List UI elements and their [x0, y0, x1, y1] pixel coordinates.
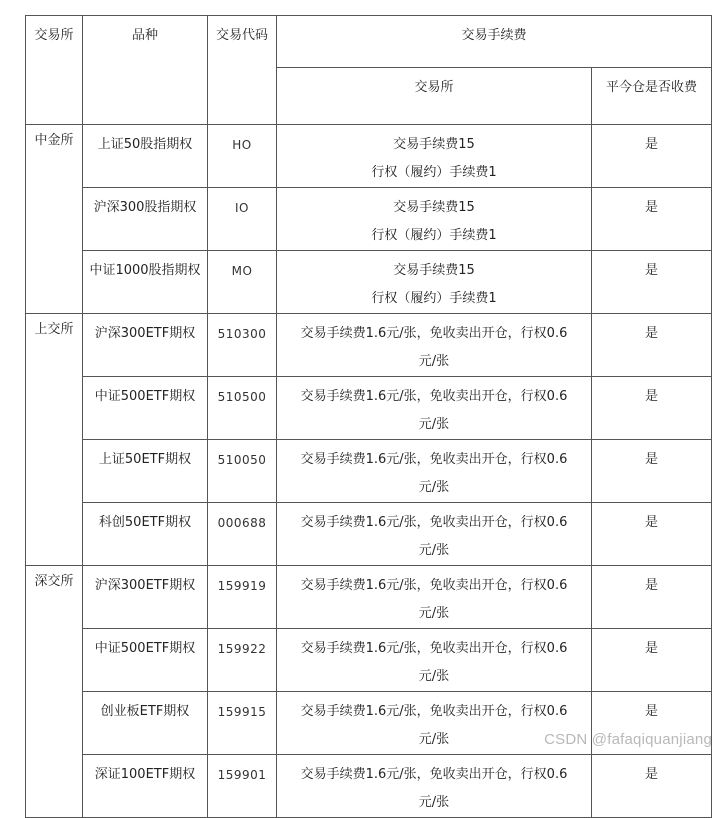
code-cell: 159922	[208, 629, 277, 692]
table-row	[26, 566, 712, 629]
fee-line-1: 交易手续费1.6元/张，免收卖出开仓，行权0.6	[300, 767, 568, 782]
product-cell: 科创50ETF期权	[83, 503, 208, 566]
fee-line-1: 交易手续费1.6元/张，免收卖出开仓，行权0.6	[300, 389, 568, 404]
fee-cell	[277, 629, 592, 692]
code-cell: 159919	[208, 566, 277, 629]
fee-line-1: 交易手续费1.6元/张，免收卖出开仓，行权0.6	[300, 326, 568, 341]
product-cell: 上证50股指期权	[83, 125, 208, 188]
fee-line-2: 元/张	[418, 480, 450, 495]
fee-line-1: 交易手续费15	[393, 263, 475, 278]
product-cell: 创业板ETF期权	[83, 692, 208, 755]
product-cell: 深证100ETF期权	[83, 755, 208, 818]
fee-table	[25, 15, 712, 818]
close-today-cell: 是	[592, 755, 712, 818]
fee-line-2: 元/张	[418, 543, 450, 558]
code-cell: 510300	[208, 314, 277, 377]
product-cell: 沪深300ETF期权	[83, 566, 208, 629]
exchange-cell: 中金所	[26, 125, 83, 314]
code-cell: 510050	[208, 440, 277, 503]
fee-line-1: 交易手续费1.6元/张，免收卖出开仓，行权0.6	[300, 704, 568, 719]
fee-cell	[277, 314, 592, 377]
close-today-cell: 是	[592, 692, 712, 755]
table-row	[26, 440, 712, 503]
product-cell: 中证500ETF期权	[83, 377, 208, 440]
table-row	[26, 125, 712, 188]
product-cell: 中证500ETF期权	[83, 629, 208, 692]
fee-cell	[277, 755, 592, 818]
fee-cell	[277, 503, 592, 566]
header-fee-group: 交易手续费	[277, 16, 712, 68]
table-row	[26, 314, 712, 377]
fee-line-1: 交易手续费15	[393, 200, 475, 215]
header-code: 交易代码	[208, 16, 277, 125]
header-product: 品种	[83, 16, 208, 125]
code-cell: IO	[208, 188, 277, 251]
table-row	[26, 755, 712, 818]
code-cell: MO	[208, 251, 277, 314]
fee-cell	[277, 566, 592, 629]
close-today-cell: 是	[592, 440, 712, 503]
close-today-cell: 是	[592, 503, 712, 566]
close-today-cell: 是	[592, 125, 712, 188]
fee-line-2: 元/张	[418, 669, 450, 684]
product-cell: 沪深300股指期权	[83, 188, 208, 251]
fee-line-1: 交易手续费1.6元/张，免收卖出开仓，行权0.6	[300, 515, 568, 530]
close-today-cell: 是	[592, 188, 712, 251]
fee-cell	[277, 251, 592, 314]
fee-line-1: 交易手续费1.6元/张，免收卖出开仓，行权0.6	[300, 452, 568, 467]
code-cell: 159915	[208, 692, 277, 755]
fee-line-2: 行权（履约）手续费1	[371, 291, 497, 306]
fee-line-2: 元/张	[418, 417, 450, 432]
product-cell: 沪深300ETF期权	[83, 314, 208, 377]
fee-cell	[277, 440, 592, 503]
watermark: CSDN @fafaqiquanjiang	[544, 731, 712, 748]
fee-cell	[277, 377, 592, 440]
exchange-cell: 上交所	[26, 314, 83, 566]
close-today-cell: 是	[592, 377, 712, 440]
header-close-today: 平今仓是否收费	[592, 68, 712, 125]
fee-cell	[277, 188, 592, 251]
product-cell: 中证1000股指期权	[83, 251, 208, 314]
close-today-cell: 是	[592, 251, 712, 314]
code-cell: 159901	[208, 755, 277, 818]
code-cell: 000688	[208, 503, 277, 566]
code-cell: HO	[208, 125, 277, 188]
close-today-cell: 是	[592, 566, 712, 629]
table-row	[26, 377, 712, 440]
header-fee-exchange: 交易所	[277, 68, 592, 125]
header-row	[26, 16, 712, 68]
fee-line-1: 交易手续费1.6元/张，免收卖出开仓，行权0.6	[300, 641, 568, 656]
fee-line-2: 元/张	[418, 795, 450, 810]
fee-line-2: 元/张	[418, 732, 450, 747]
fee-line-2: 行权（履约）手续费1	[371, 165, 497, 180]
fee-line-2: 元/张	[418, 606, 450, 621]
fee-line-1: 交易手续费15	[393, 137, 475, 152]
header-exchange: 交易所	[26, 16, 83, 125]
table-row	[26, 629, 712, 692]
table-row	[26, 251, 712, 314]
fee-line-2: 元/张	[418, 354, 450, 369]
fee-line-1: 交易手续费1.6元/张，免收卖出开仓，行权0.6	[300, 578, 568, 593]
fee-cell	[277, 125, 592, 188]
product-cell: 上证50ETF期权	[83, 440, 208, 503]
code-cell: 510500	[208, 377, 277, 440]
table-row	[26, 503, 712, 566]
exchange-cell: 深交所	[26, 566, 83, 818]
fee-line-2: 行权（履约）手续费1	[371, 228, 497, 243]
close-today-cell: 是	[592, 629, 712, 692]
close-today-cell: 是	[592, 314, 712, 377]
table-row	[26, 188, 712, 251]
